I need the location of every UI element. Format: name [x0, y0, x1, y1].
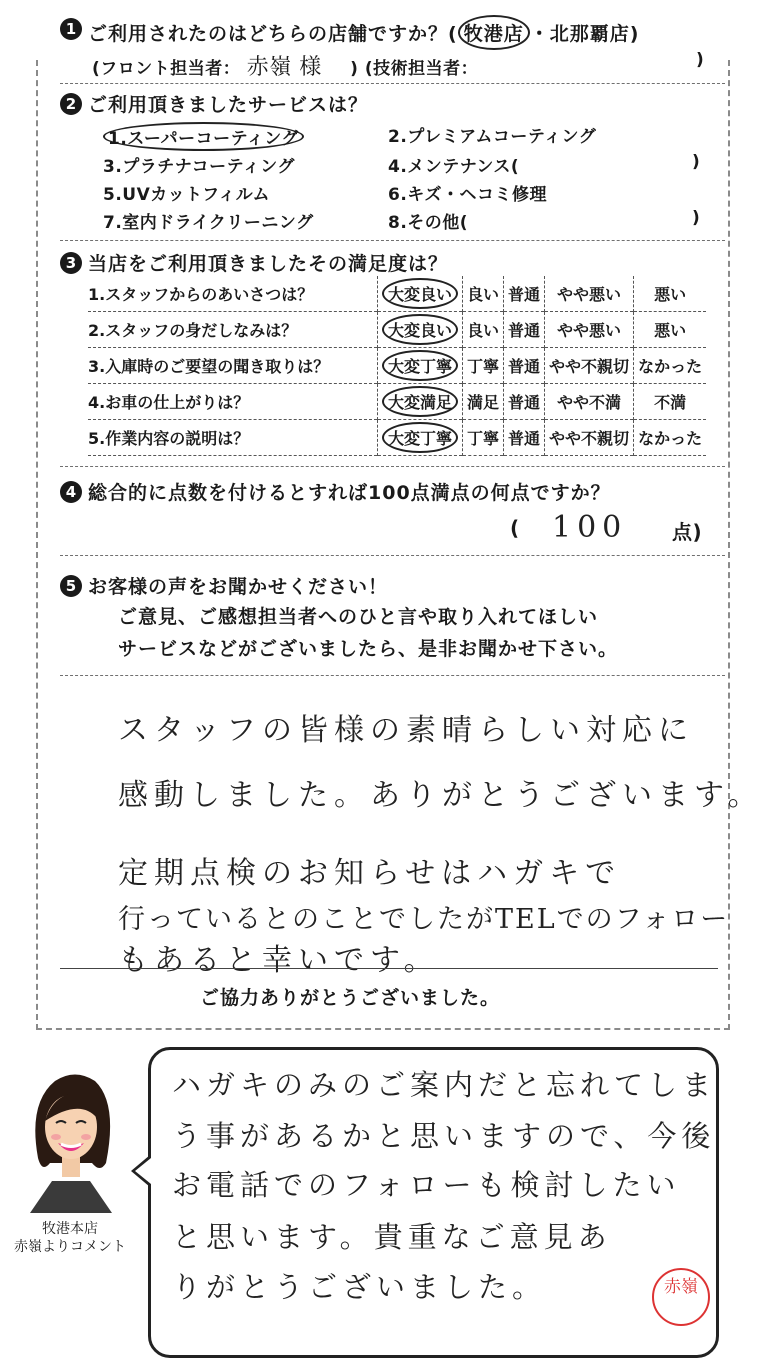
comment-underline [60, 968, 718, 969]
reply-line-4: と思います。貴重なご意見あ [172, 1220, 612, 1254]
service-option-6: 6.キズ・ヘコミ修理 [388, 185, 547, 205]
q5-line3: サービスなどがございましたら、是非お聞かせ下さい。 [118, 638, 619, 660]
selected-rating: 大変丁寧 [382, 350, 458, 381]
service-option-5: 5.UVカットフィルム [103, 185, 271, 205]
q3-text: 当店をご利用頂きましたその満足度は？ [88, 253, 449, 275]
service-option-4: 4.メンテナンス( [388, 157, 520, 177]
service-option-2: 2.プレミアムコーティング [388, 127, 597, 147]
comment-line-2: 感動しました。ありがとうございます。 [118, 778, 764, 813]
question-number-5: 5 [60, 575, 82, 597]
selected-rating: 大変満足 [382, 386, 458, 417]
store-selected: 牧港店 [458, 15, 530, 50]
divider [60, 675, 725, 676]
front-staff-line: (フロント担当者： 赤嶺 様 ) (技術担当者： [92, 55, 479, 80]
divider [60, 83, 725, 84]
table-row: 2.スタッフの身だしなみは？ 大変良い 良い 普通 やや悪い 悪い [88, 312, 706, 348]
table-row: 3.入庫時のご要望の聞き取りは？ 大変丁寧 丁寧 普通 やや不親切 なかった [88, 348, 706, 384]
satisfaction-table [88, 276, 706, 456]
service-option-7: 7.室内ドライクリーニング [103, 213, 314, 233]
selected-rating: 大変良い [382, 314, 458, 345]
avatar [20, 1063, 120, 1213]
table-row: 5.作業内容の説明は？ 大変丁寧 丁寧 普通 やや不親切 なかった [88, 420, 706, 456]
score-unit: 点) [672, 520, 703, 544]
staff-avatar-icon [20, 1063, 120, 1213]
q2-text: ご利用頂きましたサービスは？ [88, 94, 369, 116]
bubble-tail-inner [135, 1158, 151, 1184]
question-number-1: 1 [60, 18, 82, 40]
q1-text: ご利用されたのはどちらの店舗ですか？( 牧港店 ・北那覇店) [88, 15, 639, 50]
service-option-4-close: ) [692, 152, 701, 172]
reply-author-2: 赤嶺よりコメント [14, 1239, 126, 1255]
q5-text: お客様の声をお聞かせください！ [88, 576, 389, 598]
reply-author-1: 牧港本店 [42, 1221, 98, 1237]
selected-rating: 大変良い [382, 278, 458, 309]
score-open: ( [510, 516, 520, 540]
divider [60, 466, 725, 467]
comment-line-3: 定期点検のお知らせはハガキで [118, 856, 622, 891]
service-option-3: 3.プラチナコーティング [103, 157, 295, 177]
question-number-3: 3 [60, 252, 82, 274]
service-option-1: 1.スーパーコーティング [103, 122, 304, 151]
question-number-2: 2 [60, 93, 82, 115]
reply-line-5: りがとうございました。 [172, 1270, 547, 1304]
reply-line-2: う事があるかと思いますので、今後 [172, 1119, 716, 1153]
tech-staff-close: ) [696, 50, 705, 70]
divider [60, 240, 725, 241]
service-option-8-close: ) [692, 208, 701, 228]
thanks-text: ご協力ありがとうございました。 [200, 987, 501, 1009]
question-number-4: 4 [60, 481, 82, 503]
table-row: 1.スタッフからのあいさつは？ 大変良い 良い 普通 やや悪い 悪い [88, 276, 706, 312]
score-value: 100 [552, 510, 628, 545]
name-stamp: 赤嶺 [652, 1268, 710, 1326]
reply-line-3: お電話でのフォローも検討したい [172, 1168, 681, 1202]
selected-rating: 大変丁寧 [382, 422, 458, 453]
comment-line-1: スタッフの皆様の素晴らしい対応に [118, 713, 694, 748]
reply-line-1: ハガキのみのご案内だと忘れてしま [172, 1068, 717, 1102]
service-option-8: 8.その他( [388, 213, 469, 233]
store-other: 北那覇店 [549, 23, 630, 45]
q5-line2: ご意見、ご感想担当者へのひと言や取り入れてほしい [118, 606, 599, 628]
comment-line-4: 行っているとのことでしたがTELでのフォロー [118, 904, 730, 935]
comment-line-5: もあると幸いです。 [118, 943, 440, 978]
table-row: 4.お車の仕上がりは？ 大変満足 満足 普通 やや不満 不満 [88, 384, 706, 420]
front-staff-value: 赤嶺 様 [246, 55, 322, 80]
divider [60, 555, 725, 556]
q4-text: 総合的に点数を付けるとすれば100点満点の何点ですか？ [88, 482, 611, 504]
